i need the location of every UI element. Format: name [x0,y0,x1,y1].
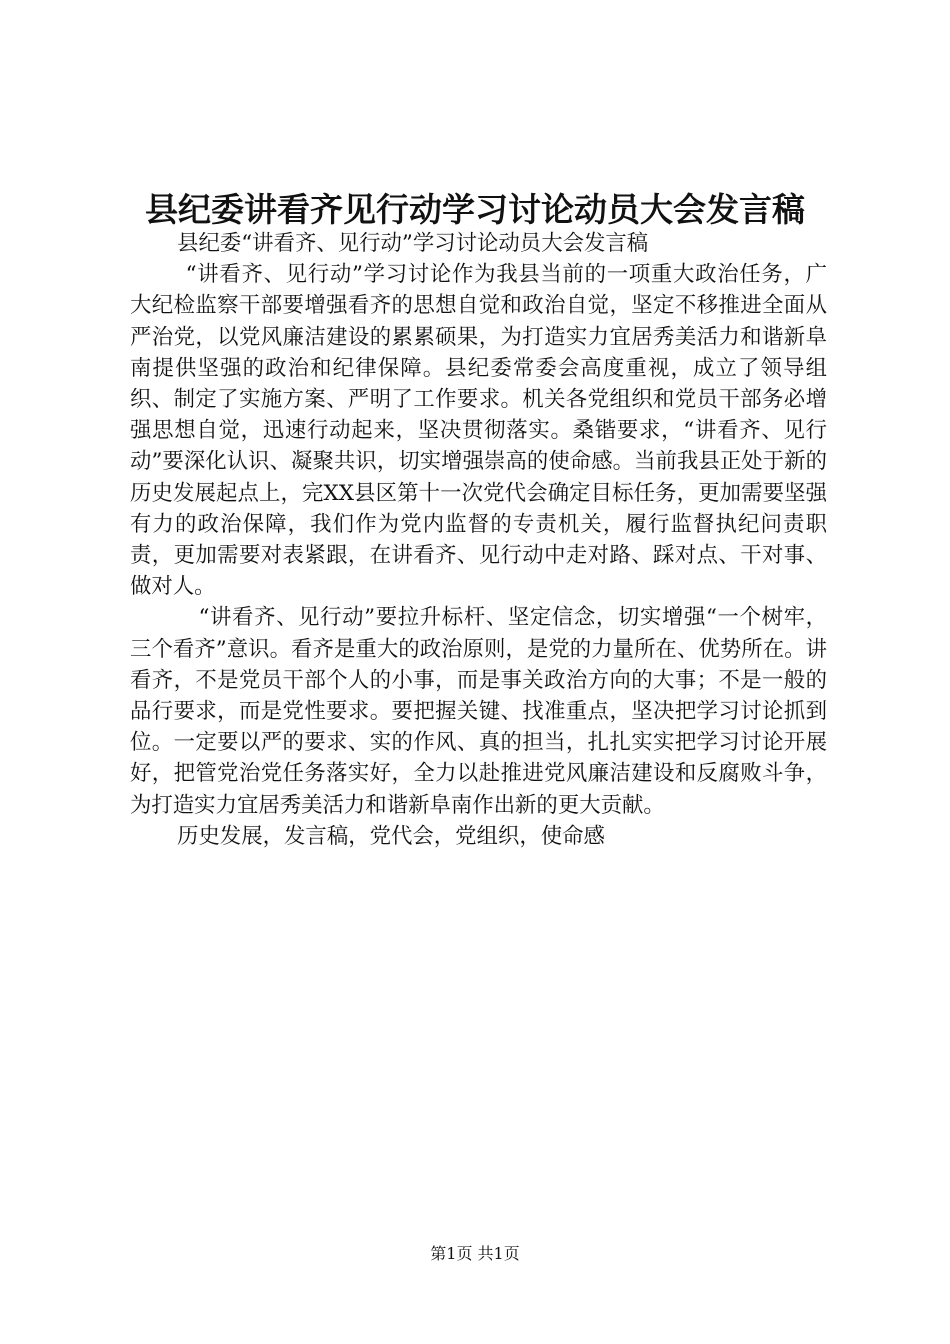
body-paragraph: “讲看齐、见行动”要拉升标杆、坚定信念，切实增强“一个树牢，三个看齐”意识。看齐是重大的政治原则，是党的力量所在、优势所在。讲看齐，不是党员干部个人的小事，而是事关政治方向的大事；不是一般的品行要求，而是党性要求。要把握关键、找准重点，坚决把学习讨论抓到位。一定要以严的要求、实的作风、真的担当，扎扎实实把学习讨论开展好，把管党治党任务落实好，全力以赴推进党风廉洁建设和反腐败斗争，为打造实力宜居秀美活力和谐新阜南作出新的更大贡献。 [130,605,827,818]
document-subtitle: 县纪委“讲看齐、见行动”学习讨论动员大会发言稿 [177,231,649,256]
document-body [130,228,827,852]
document-title: 县纪委讲看齐见行动学习讨论动员大会发言稿 [145,190,805,229]
page-footer [0,1242,950,1266]
keywords-line: 历史发展，发言稿，党代会，党组织，使命感 [177,823,605,849]
body-paragraph: “讲看齐、见行动”学习讨论作为我县当前的一项重大政治任务，广大纪检监察干部要增强看齐的思想自觉和政治自觉，坚定不移推进全面从严治党，以党风廉洁建设的累累硕果，为打造实力宜居秀美活力和谐新阜南提供坚强的政治和纪律保障。县纪委常委会高度重视，成立了领导组织、制定了实施方案、严明了工作要求。机关各党组织和党员干部务必增强思想自觉，迅速行动起来，坚决贯彻落实。桑锴要求，“讲看齐、见行动”要深化认识、凝聚共识，切实增强崇高的使命感。当前我县正处于新的历史发展起点上，完XX县区第十一次党代会确定目标任务，更加需要坚强有力的政治保障，我们作为党内监督的专责机关，履行监督执纪问责职责，更加需要对表紧跟，在讲看齐、见行动中走对路、踩对点、干对事、做对人。 [130,262,827,600]
page-number: 第1页 共1页 [430,1244,520,1263]
